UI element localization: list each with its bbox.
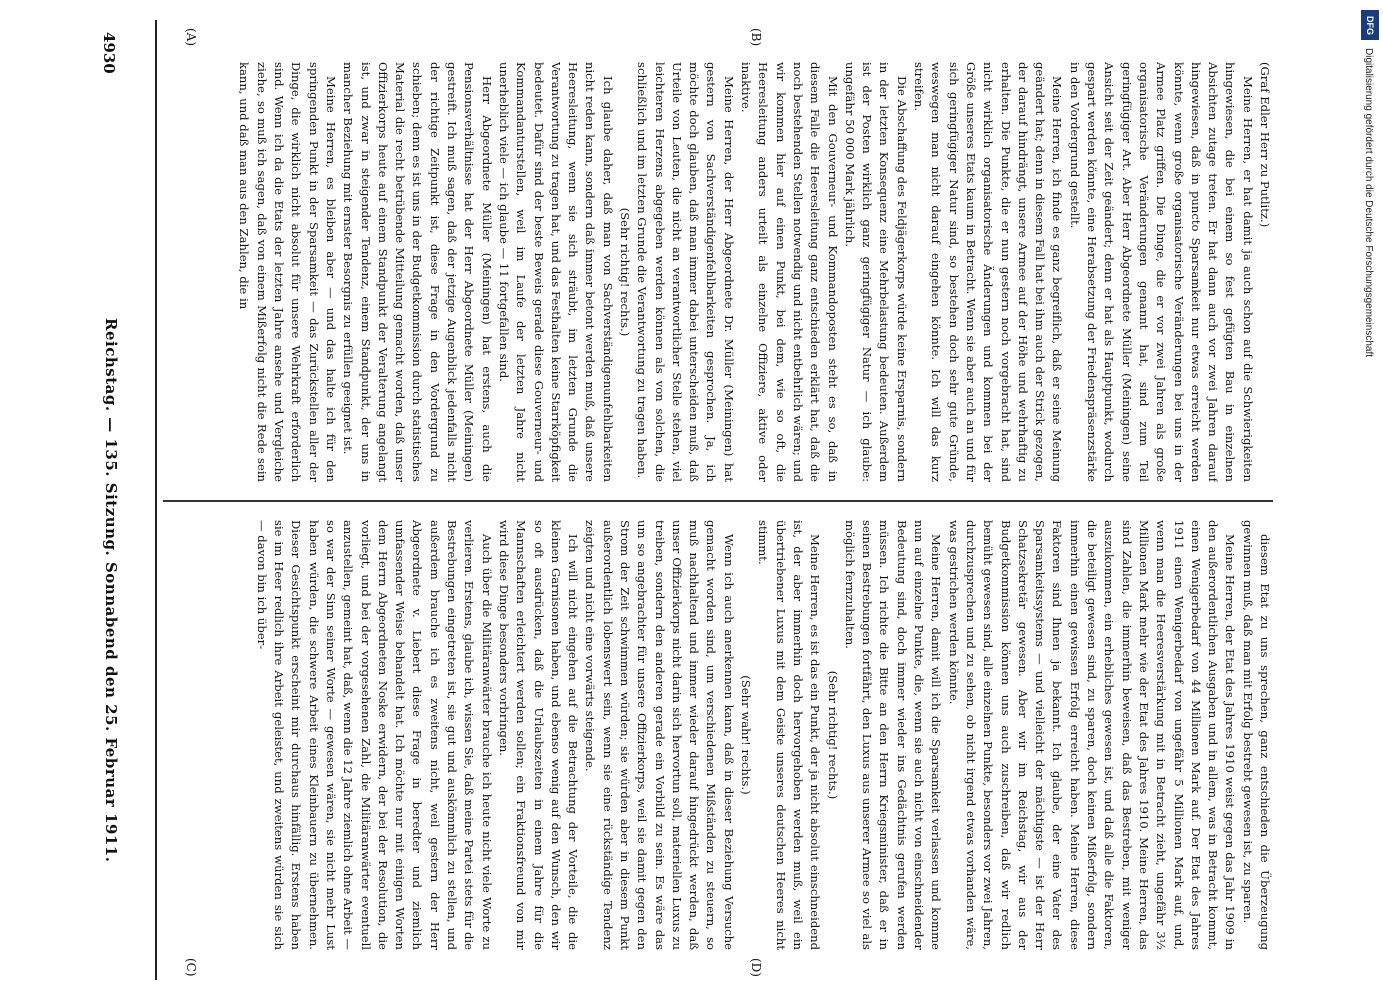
paragraph: (Graf Edler Herr zu Putlitz.): [1258, 62, 1272, 228]
text-column-left: [163, 62, 1273, 482]
paragraph: Meine Herren, der Etat des Jahres 1910 weist gegen das Jahr 1909 in den außerordentlichen Ausgaben und in allem, was in Betracht kommt, einen Wenigerbedarf von 44 Millionen Mark auf. Der Etat des Jahres 1911 einen Wenigerbedarf von ungefähr 5 Millionen Mark auf, und, wenn man die Heeresverstärkung mit in Betracht zieht, ungefähr 3½ Millionen Mark mehr wie der Etat des Jahres 1910. Meine Herren, das sind Zahlen, die immerhin beweisen, daß das Bestreben, mit weniger auszukommen, ein erhebliches gewesen ist, und daß alle die Faktoren, die beteiligt gewesen sind, zu sparen, doch keinen Mißerfolg, sondern immerhin einen gewissen Erfolg erreicht haben. Meine Herren, diese Faktoren sind Ihnen ja bekannt. Ich glaube, der eine Vater des Sparsamkeitssystems — und vielleicht der mächtigste — ist der Herr Schatzsekretär gewesen. Aber wir im Reichstag, wir aus der Budgetkommission können uns auch zuschreiben, daß wir redlich bemüht gewesen sind, alle einzelnen Punkte, besonders vor zwei Jahren, durchzusprechen und zu sehen, ob nicht irgend etwas vorhanden wäre, was gestrichen werden könnte.: [946, 520, 1238, 950]
paragraph: Die Abschaffung des Feldjägerkorps würde keine Ersparnis, sondern in der letzten Konsequenz eine Mehrbelastung bedeuten. Außerdem ist der Posten wirklich ganz geringfügiger Natur — ich glaube: ungefähr 50 000 Mark jährlich.: [842, 62, 909, 482]
paragraph: (Sehr wahr! rechts.): [739, 675, 754, 795]
paragraph: Ich glaube daher, daß man von Sachverständigenunfehlbarkeiten nicht reden kann, sondern daß immer betont werden muß, daß unsere Heeresleitung, wenn sie sich sträubt, im letzten Grunde die Verantwortung zu tragen hat, und das Festhalten keine Starrköpfigkeit bedeutet. Dafür sind der beste Beweis gerade diese Gouverneur- und Kommandanturstellen, weil im Laufe der letzten Jahre nicht unerheblich viele — ich glaube — 11 fortgefallen sind.: [496, 62, 615, 482]
digitization-credit: Digitalisierung gefördert durch die Deutsche Forschungsgemeinschaft: [1363, 48, 1374, 358]
running-title: Reichstag. — 135. Sitzung. Sonnabend den 25. Februar 1911.: [102, 318, 120, 863]
paragraph: Wenn ich auch anerkennen kann, daß in dieser Beziehung Versuche gemacht worden sind, um verschiedenen Mißständen zu steuern, so muß nachhaltend und immer wieder darauf hingedrückt werden, daß unser Offizierkorps nicht darin sich hervortun soll, materiellen Luxus zu treiben, sondern den anderen gerade ein Vorbild zu sein. Es wäre das um so angebrachter für unsere Offizierkorps, weil sie damit gegen den Strom der Zeit schwimmen würden; sie würden aber in diesem Punkt außerordentlich lobenswert sein, wenn sie eine rückständige Tendenz zeigten und nicht eine vorwärts steigende.: [583, 520, 736, 950]
paragraph: Mit den Gouverneur- und Kommandoposten steht es so, daß in diesem Falle die Heeresleitung ganz entschieden erklärt hat, daß die noch bestehenden Stellen notwendig und nicht entbehrlich wären; und wir kommen hier auf einen Punkt, bei dem, wie so oft, die Heeresleitung anders urteilt als einzelne Offiziere, aktive oder inaktive.: [739, 62, 840, 482]
paragraph: (Sehr richtig! rechts.): [618, 207, 633, 337]
paragraph: Ich will nicht eingehen auf die Betrachtung der Vorteile, die die kleinen Garnisonen haben, und ebenso wenig auf den Wunsch, den wir so oft ausdrücken, daß die Urlaubszeiten in einem Jahre für die Mannschaften erleichtert werden sollen; ein Fraktionsfreund von mir wird diese Dinge besonders vorbringen.: [496, 520, 581, 950]
paragraph: Meine Herren, er hat damit ja auch schon auf die Schwierigkeiten hingewiesen, die bei einem so fest gefügten Bau in einzelnen Absichten zutage treten. Er hat dann auch vor zwei Jahren darauf hingewiesen, daß in puncto Sparsamkeit nur etwas erreicht werden könnte, wenn große organisatorische Veränderungen bei uns in der Armee Platz griffen. Die Dinge, die er vor zwei Jahren als große organisatorische Veränderungen genannt hat, sind zum Teil geringfügiger Art. Aber Herr Abgeordnete Müller (Meiningen) seine Ansicht seit der Zeit geändert; denn er hat als Hauptpunkt, wodurch gespart werden könnte, eine Herabsetzung der Friedenspräsenzstärke in den Vordergrund gestellt.: [1067, 62, 1255, 482]
header-rule: [155, 20, 157, 980]
paragraph: Meine Herren, es ist das ein Punkt, der ja nicht absolut einschneidend ist, der aber immerhin doch hervorgehoben werden muß, weil ein übertriebener Luxus mit dem Geiste unseres deutschen Heeres nicht stimmt.: [756, 520, 823, 950]
running-header: [88, 18, 128, 978]
margin-mark-a: (A): [184, 28, 198, 47]
margin-mark-b: (B): [749, 28, 763, 47]
text-column-right: [163, 520, 1273, 950]
paragraph: (Sehr richtig! rechts.): [825, 670, 840, 800]
dfg-logo: DFG: [1361, 10, 1379, 40]
digitization-credit-strip: [1355, 0, 1383, 1000]
paragraph: Meine Herren, es bleiben aber — und das halte ich für den springenden Punkt in der Sparsamkeit — das Zurückstellen aller der Dinge, die wirklich nicht absolut für unsere Wehrkraft erforderlich sind. Wenn ich da die Etats der letzten Jahre ansehe und Vergleiche ziehe, so muß ich sagen, daß von einem Mißerfolg nicht die Rede sein kann, und daß man aus den Zahlen, die in: [237, 62, 338, 482]
paragraph: Meine Herren, ich finde es ganz begreiflich, daß er seine Meinung geändert hat; denn in diesem Fall hat bei ihm auch der Strick gezogen, der darauf hindrängt, unsere Armee auf der Höhe und wehrhaftig zu erhalten. Die Punkte, die er nun gestern noch vorgebracht hat, sind nicht wirklich organisatorische Änderungen und kommen bei der Größe unseres Etats kaum in Betracht. Wenn sie aber auch an und für sich geringfügiger Natur sind, so bestehen doch sehr gute Gründe, weswegen man nicht darauf eingehen könnte. Ich will das kurz streifen.: [912, 62, 1065, 482]
column-divider: [163, 500, 1273, 502]
paragraph: diesem Etat zu uns sprechen, ganz entschieden die Überzeugung gewinnen muß, daß man mit Erfolg bestrebt gewesen ist, zu sparen.: [1240, 520, 1272, 950]
paragraph: Meine Herren, der Herr Abgeordnete Dr. Müller (Meiningen) hat gestern von Sachverständigenfehlbarkeiten gesprochen. Ja, ich möchte doch glauben, daß man immer dabei unterscheiden muß, daß Urteile von Leuten, die nicht an verantwortlicher Stelle stehen, viel leichteren Herzens abgegeben werden können als von solchen, die schließlich und im letzten Grunde die Verantwortung zu tragen haben.: [635, 62, 736, 482]
page-number: 4930: [100, 32, 118, 74]
margin-mark-c: (C): [184, 958, 198, 977]
paragraph: Herr Abgeordnete Müller (Meiningen) hat erstens, auch die Pensionsverhältnisse hat der Herr Abgeordnete Müller (Meiningen) gestreift. Ich muß sagen, daß der jetzige Augenblick jedenfalls nicht der richtige Zeitpunkt ist, diese Frage in den Vordergrund zu schieben; denn es ist uns in der Budgetkommission durch statistisches Material die recht betrübende Mitteilung gemacht worden, daß unser Offizierkorps heute auf einem Standpunkt der Veralterung angelangt ist, und zwar in steigender Tendenz, einem Standpunkt, der uns in mancher Beziehung mit ernster Besorgnis zu erfüllen geeignet ist.: [341, 62, 494, 482]
margin-mark-d: (D): [749, 958, 763, 977]
paragraph: Meine Herren, damit will ich die Sparsamkeit verlassen und komme nun auf einzelne Punkte, die, wenn sie auch nicht von einschneidender Bedeutung sind, doch immer wieder ins Gedächtnis gerufen werden müssen. Ich richte die Bitte an den Herrn Kriegsminister, daß er in seinen Bestrebungen fortfährt, den Luxus aus unserer Armee so viel als möglich fernzuhalten.: [842, 520, 944, 950]
paragraph: Auch über die Militäranwärter brauche ich heute nicht viele Worte zu verlieren. Erstens, glaube ich, wissen Sie, daß meine Partei stets für die Bestrebungen eingetreten ist, sie gut und auskömmlich zu stellen, und außerdem brauche ich es zweitens nicht, weil gestern der Herr Abgeordnete v. Liebert diese Frage in beredter und ziemlich umfassender Weise behandelt hat. Ich möchte nur mit einigen Worten dem Herrn Abgeordneten Noske erwidern, der bei der Resolution, die vorliegt, und bei der vorgesehenen Zahl, die Militäranwärter eventuell anzustellen, gemeint hat, daß, wenn die 12 Jahre ziemlich ohne Arbeit — so war der Sinn seiner Worte — gewesen wären, sie nicht mehr Lust haben würden, die schwere Arbeit eines Kleinbauern zu übernehmen. Dieser Gesichtspunkt erscheint mir durchaus hinfällig. Erstens haben sie im Heer redlich ihre Arbeit geleistet, und zweitens würden sie sich — davon bin ich über-: [254, 520, 494, 950]
